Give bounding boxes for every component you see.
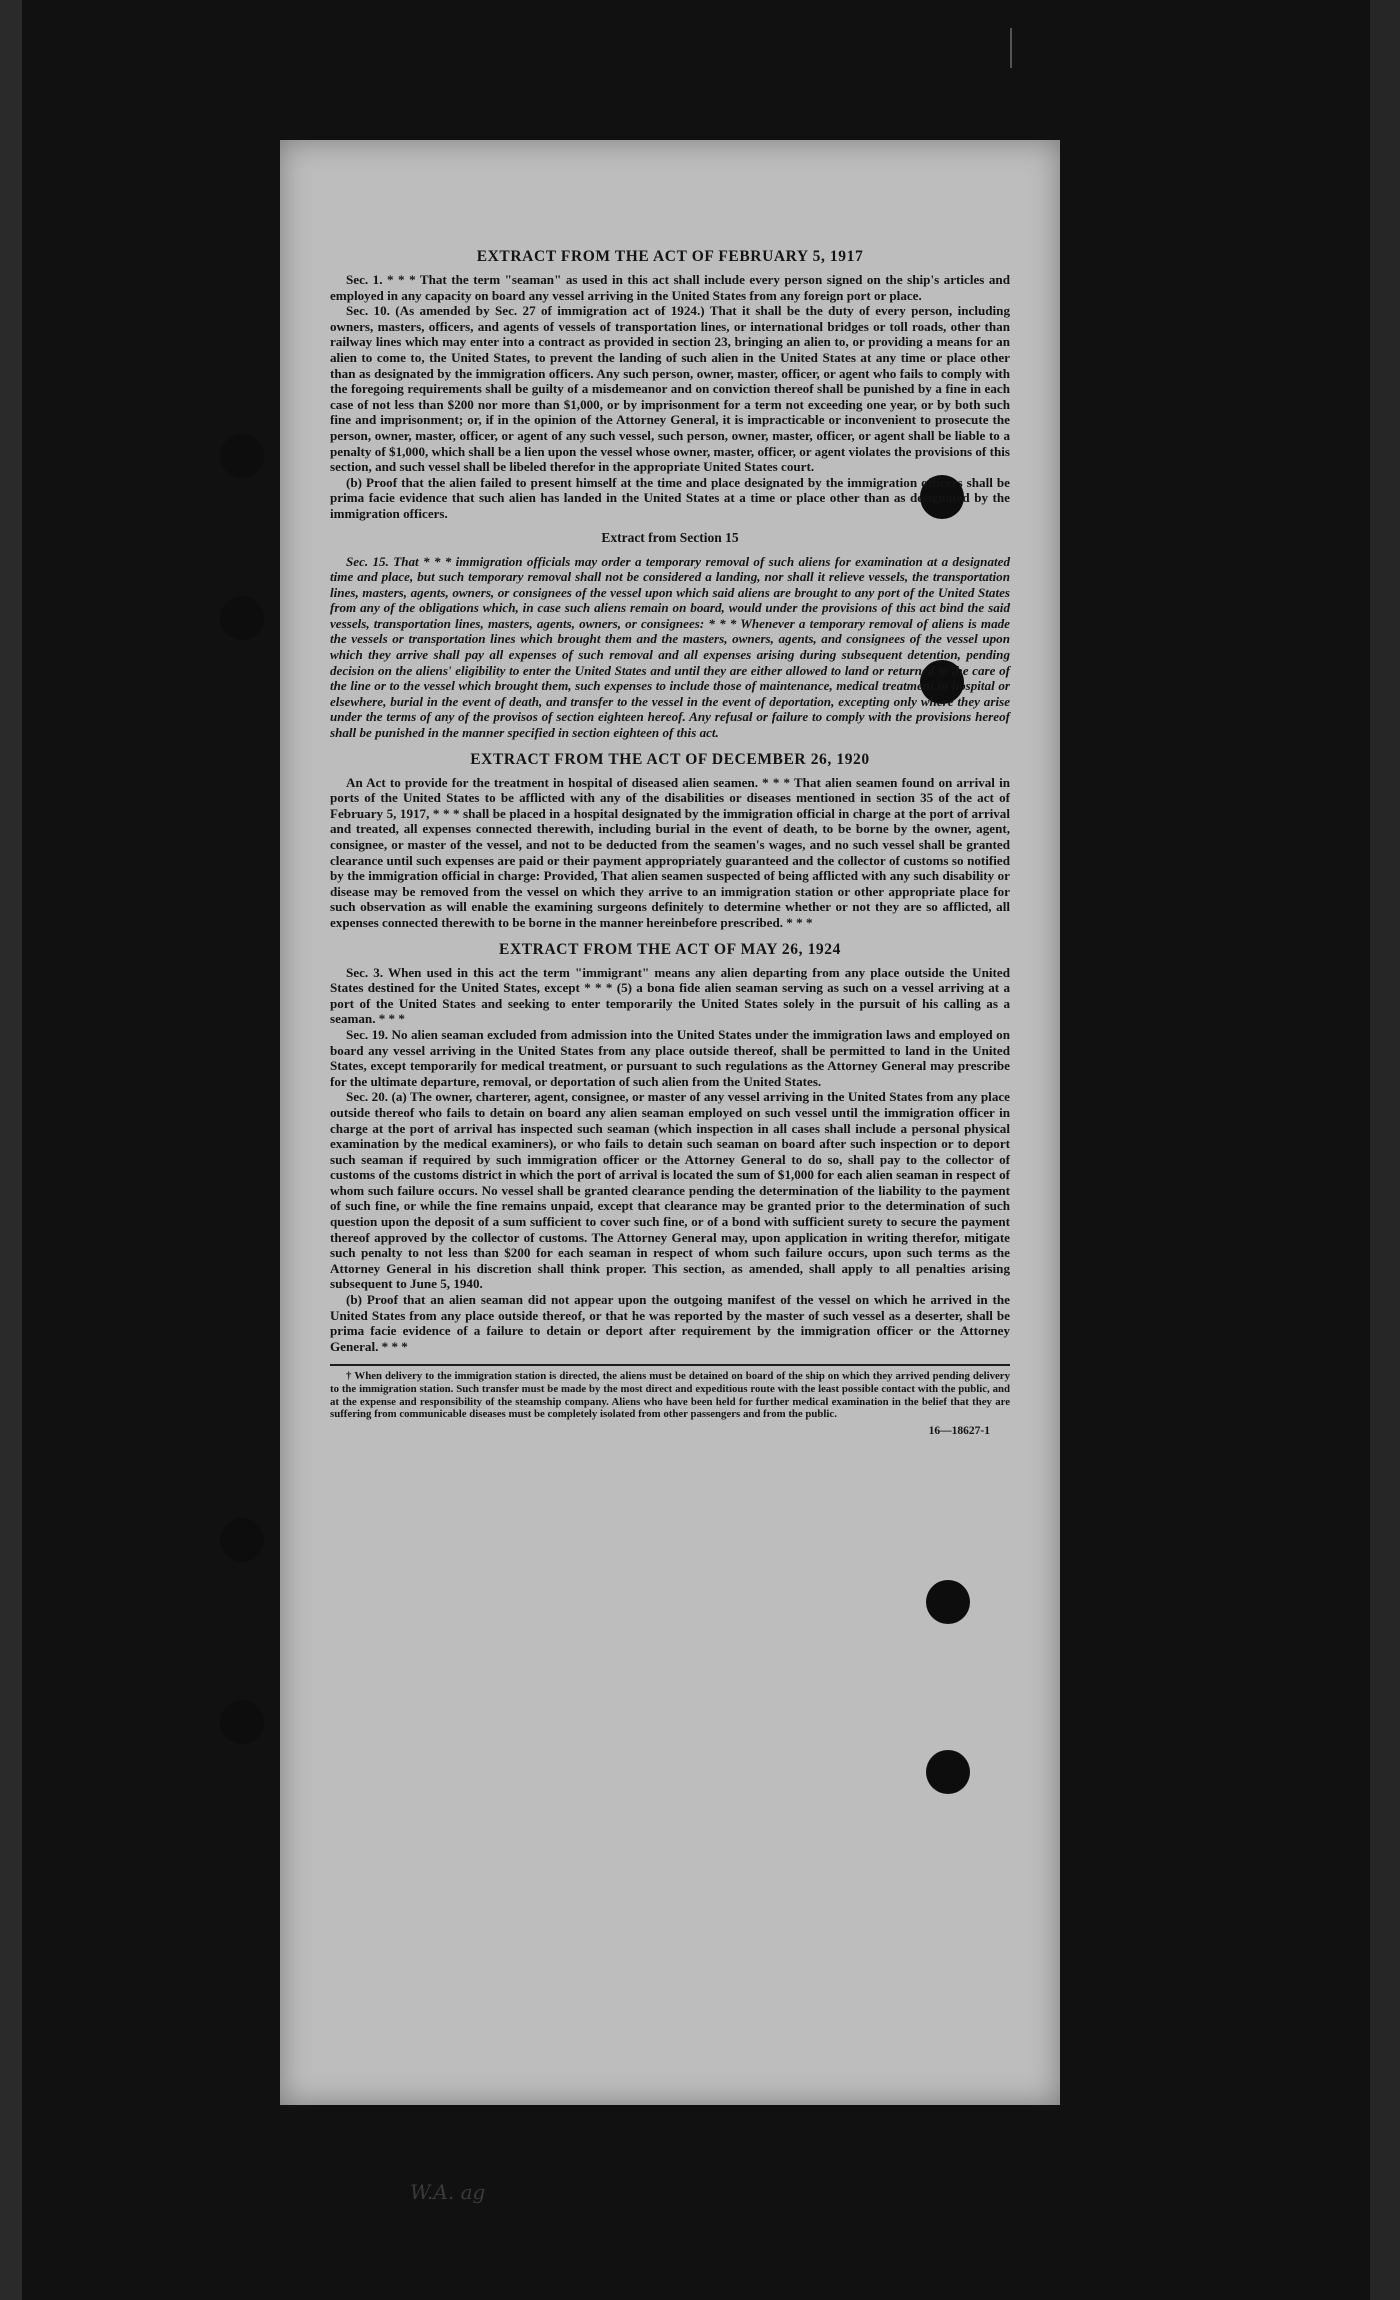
form-number: 16—18627-1 bbox=[928, 1424, 990, 1437]
paragraph-sec-3: Sec. 3. When used in this act the term "immigrant" means any alien departing from any place outside the United States destined for the United States, except * * * (5) a bona fide alien seaman serving as such on a vessel arriving at a port of the United States and seeking to enter temporarily the United States solely in the pursuit of his calling as a seaman. * * * bbox=[330, 964, 1010, 1027]
paragraph-sec-20-a: Sec. 20. (a) The owner, charterer, agent, consignee, or master of any vessel arriving in the United States from any place outside thereof who fails to detain on board any alien seaman employed on such vessel until the immigration officer in charge at the port of arrival has inspected such seaman (which inspection in all cases shall include a personal physical examination by the medical examiners), or who fails to detain such seaman on board after such inspection or to deport such seaman if required by such immigration officer or the Attorney General to do so, shall pay to the collector of customs of the customs district in which the port of arrival is located the sum of $1,000 for each alien seaman in respect of whom such failure occurs. No vessel shall be granted clearance pending the determination of the liability to the payment of such fine, or while the fine remains unpaid, except that clearance may be granted prior to the determination of such question upon the deposit of a sum sufficient to cover such fine, or of a bond with sufficient surety to secure the payment thereof approved by the collector of customs. The Attorney General may, upon application in writing therefor, mitigate such penalty to not less than $200 for each seaman in respect of whom such failure occurs, upon such terms as the Attorney General in his discretion shall think proper. This section, as amended, shall apply to all penalties arising subsequent to June 5, 1940. bbox=[330, 1089, 1010, 1292]
paragraph-sec-10-b: (b) Proof that the alien failed to present himself at the time and place designated by the immigration officers shall be prima facie evidence that such alien has landed in the United States at a time or place other than as designated by the immigration officers. bbox=[330, 474, 1010, 521]
document-text bbox=[330, 248, 1010, 1437]
punch-hole-3 bbox=[220, 596, 264, 640]
section-title-section-15: Extract from Section 15 bbox=[601, 529, 739, 545]
paragraph-sec-19: Sec. 19. No alien seaman excluded from admission into the United States under the immigration laws and employed on board any vessel arriving in the United States from any place outside thereof, shall be permitted to land in the United States, except temporarily for medical treatment, or pursuant to such regulations as the Attorney General may prescribe for the ultimate departure, removal, or deportation of such alien from the United States. bbox=[330, 1026, 1010, 1089]
punch-hole-1 bbox=[220, 434, 264, 478]
punch-hole-6 bbox=[926, 1580, 970, 1624]
scan-edge-mark bbox=[1010, 28, 1012, 68]
paragraph-sec-10: Sec. 10. (As amended by Sec. 27 of immigration act of 1924.) That it shall be the duty of every person, including owners, masters, officers, and agents of vessels of transportation lines, or international bridges or toll roads, other than railway lines which may enter into a contract as provided in section 23, bringing an alien to, or providing a means for an alien to come to, the United States, to prevent the landing of such alien in the United States at any time or place other than as designated by the immigration officers. Any such person, owner, master, officer, or agent who fails to comply with the foregoing requirements shall be guilty of a misdemeanor and on conviction thereof shall be punished by a fine in each case of not less than $200 nor more than $1,000, or by imprisonment for a term not exceeding one year, or by both such fine and imprisonment; or, if in the opinion of the Attorney General, it is impracticable or inconvenient to prosecute the person, owner, master, officer, or agent of any such vessel, such person, owner, master, officer, or agent shall be liable to a penalty of $1,000, which shall be a lien upon the vessel whose owner, master, officer, or agent violates the provisions of this section, and such vessel shall be libeled therefor in the appropriate United States court. bbox=[330, 303, 1010, 475]
document-page bbox=[280, 140, 1060, 2105]
scan-border-left bbox=[0, 0, 22, 2300]
footnote: † When delivery to the immigration station is directed, the aliens must be detained on board of the ship on which they arrived pending delivery to the immigration station. Such transfer must be made by the most direct and expeditious route with the least possible contact with the public, and at the expense and responsibility of the steamship company. Aliens who have been held for further medical examination in the belief that they are suffering from communicable diseases must be completely isolated from other passengers and from the public. bbox=[330, 1370, 1010, 1421]
section-title-1917: EXTRACT FROM THE ACT OF FEBRUARY 5, 1917 bbox=[476, 248, 864, 265]
footnote-divider bbox=[330, 1364, 1010, 1366]
paragraph-sec-1: Sec. 1. * * * That the term "seaman" as used in this act shall include every person signed on the ship's articles and employed in any capacity on board any vessel arriving in the United States from any foreign port or place. bbox=[330, 272, 1010, 303]
handwritten-mark: W.A. ag bbox=[410, 2180, 486, 2204]
paragraph-sec-20-b: (b) Proof that an alien seaman did not appear upon the outgoing manifest of the vessel on which he arrived in the United States from any place outside thereof, or that he was reported by the master of such vessel as a deserter, shall be prima facie evidence of a failure to detain or deport after requirement by the immigration officer or the Attorney General. * * * bbox=[330, 1292, 1010, 1354]
punch-hole-7 bbox=[220, 1700, 264, 1744]
scan-border-right bbox=[1370, 0, 1400, 2300]
punch-hole-8 bbox=[926, 1750, 970, 1794]
paragraph-act-1920: An Act to provide for the treatment in hospital of diseased alien seamen. * * * That alien seamen found on arrival in ports of the United States to be afflicted with any of the disabilities or diseases mentioned in section 35 of the act of February 5, 1917, * * * shall be placed in a hospital designated by the immigration official in charge at the port of arrival and treated, all expenses connected therewith, including burial in the event of death, to be borne by the owner, agent, consignee, or master of the vessel, and not to be deducted from the seamen's wages, and no such vessel shall be granted clearance until such expenses are paid or their payment appropriately guaranteed and the collector of customs so notified by the immigration official in charge: Provided, That alien seamen suspected of being afflicted with any such disability or disease may be removed from the vessel on which they arrive to an immigration station or other appropriate place for such observation as will enable the examining surgeons definitely to determine whether or not they are so afflicted, all expenses connected therewith to be borne in the manner hereinbefore prescribed. * * * bbox=[330, 774, 1010, 930]
section-title-1924: EXTRACT FROM THE ACT OF MAY 26, 1924 bbox=[499, 940, 841, 958]
punch-hole-5 bbox=[220, 1518, 264, 1562]
paragraph-sec-15: Sec. 15. That * * * immigration officials may order a temporary removal of such aliens for examination at a designated time and place, but such temporary removal shall not be considered a landing, nor shall it relieve vessels, the transportation lines, masters, agents, owners, or consignees of the vessel upon which said aliens are brought to any port of the United States from any of the obligations which, in case such aliens remain on board, would under the provisions of this act bind the said vessels, transportation lines, masters, agents, owners, or consignees: * * * Whenever a temporary removal of aliens is made the vessels or transportation lines which brought them and the masters, owners, agents, and consignees of the vessel upon which they arrive shall pay all expenses of such removal and all expenses arising during subsequent detention, pending decision on the aliens' eligibility to enter the United States and until they are either allowed to land or returned to the care of the line or to the vessel which brought them, such expenses to include those of maintenance, medical treatment in hospital or elsewhere, burial in the event of death, and transfer to the vessel in the event of deportation, excepting only where they arise under the terms of any of the provisos of section eighteen hereof. Any refusal or failure to comply with the provisions hereof shall be punished in the manner specified in section eighteen of this act. bbox=[330, 553, 1010, 741]
section-title-1920: EXTRACT FROM THE ACT OF DECEMBER 26, 1920 bbox=[470, 750, 870, 768]
